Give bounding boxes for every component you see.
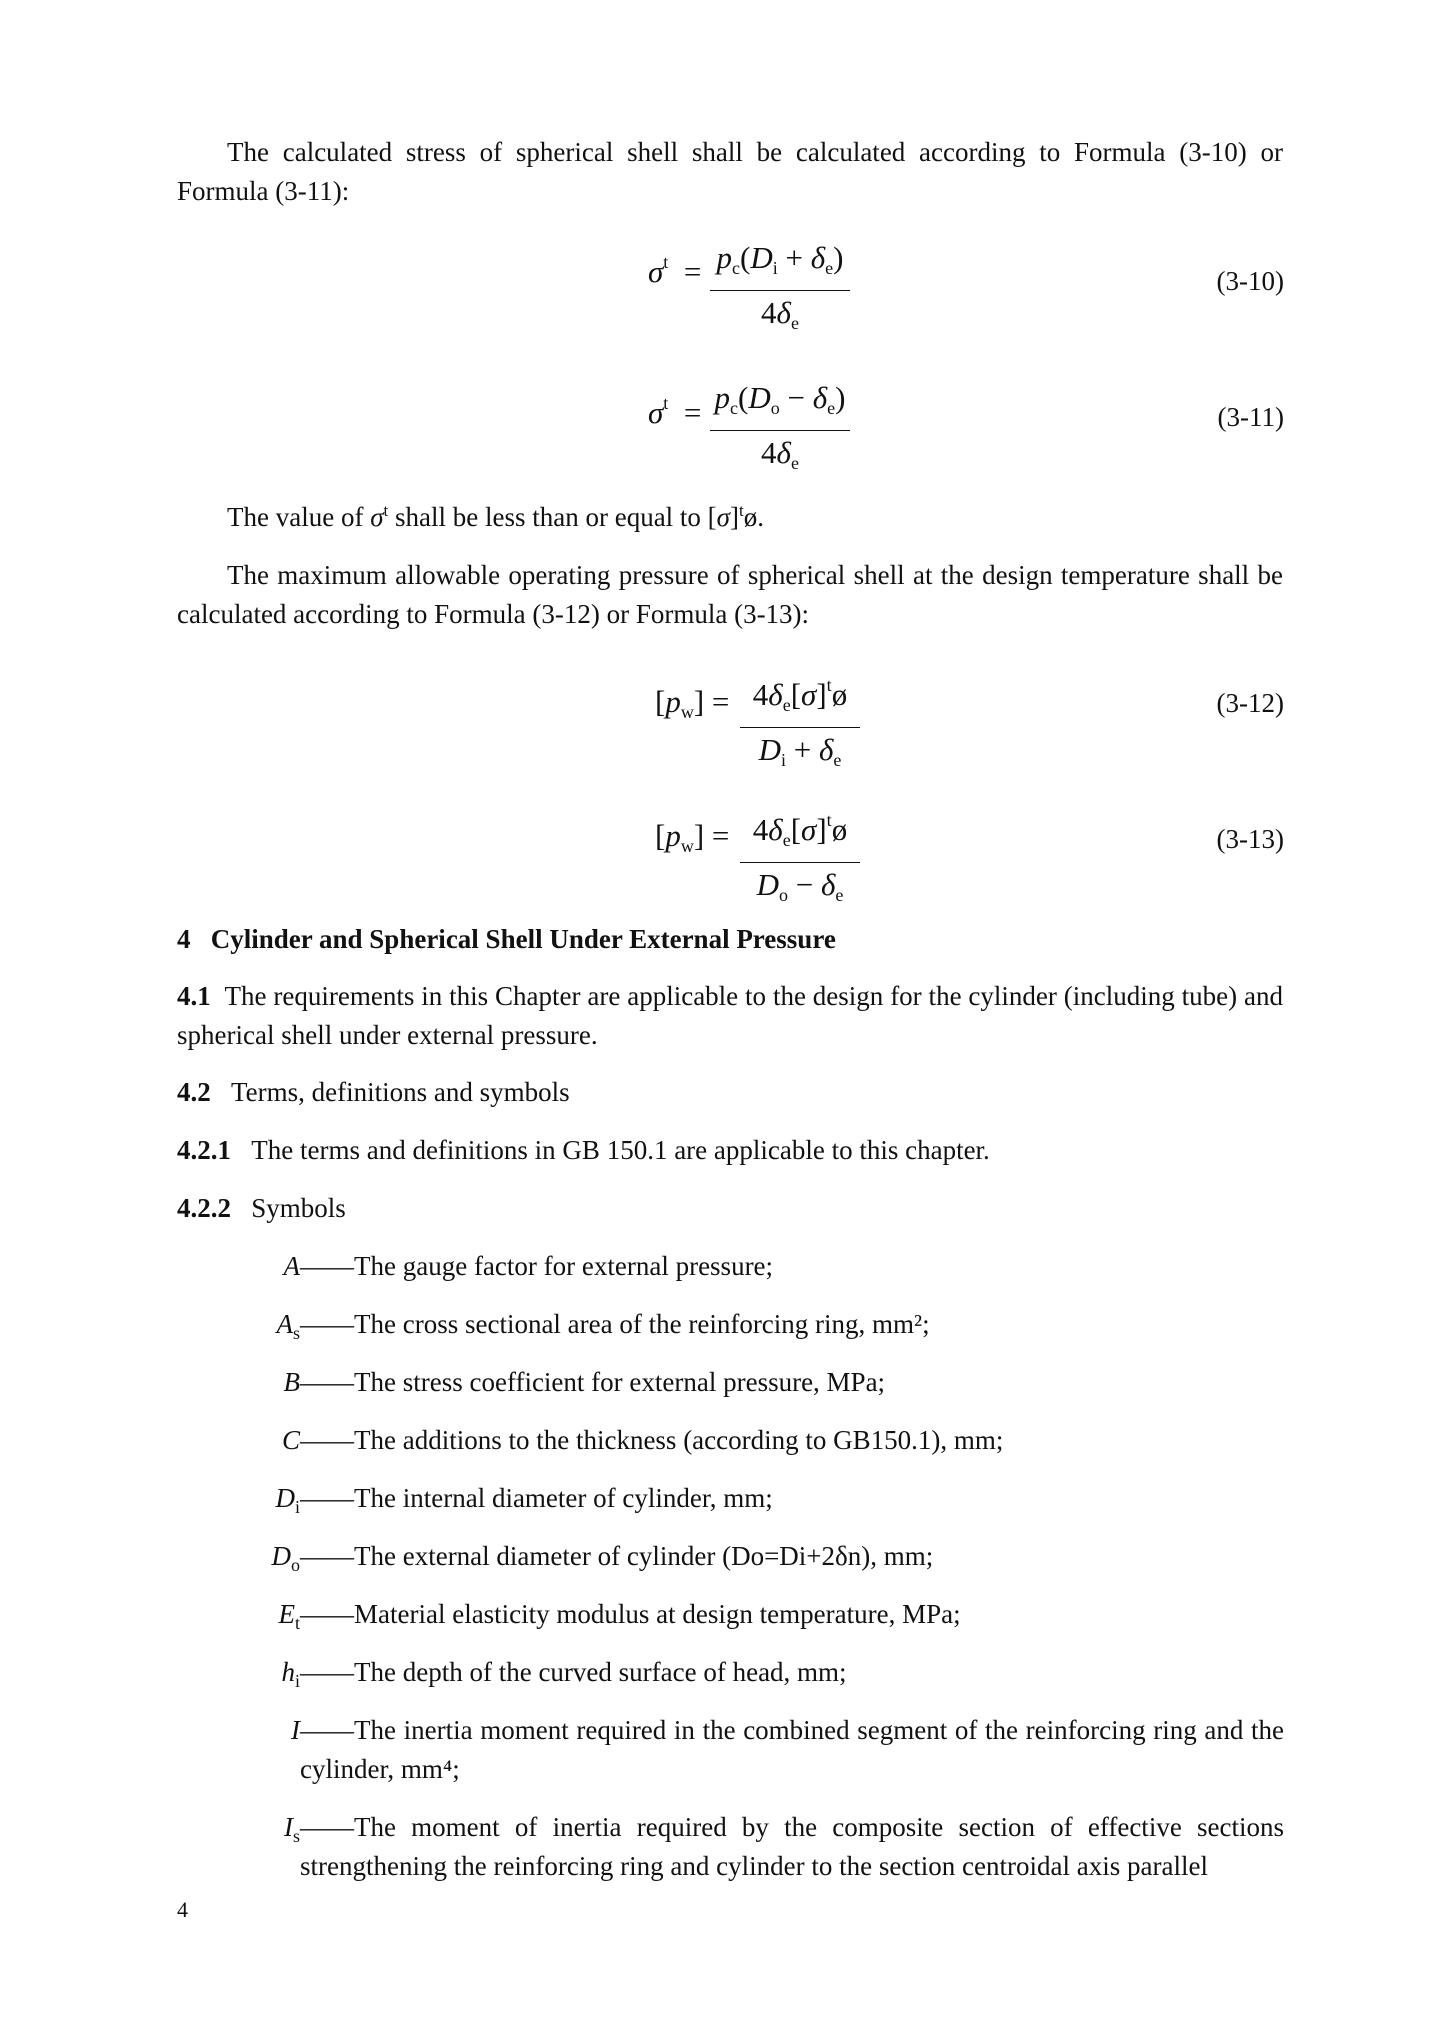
symbol-term: C [281, 1425, 300, 1455]
stress-condition-text: The value of $\sigma^t$ shall be less than or equal to $[\sigma]^tø$. [227, 501, 764, 532]
section-4-1-number: 4.1 [177, 981, 211, 1011]
section-4-title: Cylinder and Spherical Shell Under External Pressure [210, 924, 836, 954]
symbol-term: $D_i$ [275, 1483, 300, 1517]
section-4-2 [177, 1073, 570, 1112]
formula-3-12-lhs: $[p_w]$ = [655, 684, 730, 722]
section-4-number: 4 [177, 924, 191, 954]
section-4-2-1 [177, 1131, 990, 1170]
formula-3-11-lhs: $\sigma^t$ = [648, 393, 702, 430]
formula-3-10-fraction [710, 238, 850, 343]
symbol-term: $I_s$ [283, 1812, 300, 1846]
symbol-term: $D_o$ [271, 1541, 300, 1575]
section-4-heading [177, 920, 836, 959]
symbol-description: ——The internal diameter of cylinder, mm; [300, 1483, 773, 1513]
symbol-term: I [291, 1715, 300, 1745]
formula-3-11-fraction [710, 378, 850, 483]
formula-3-11-number: (3-11) [1217, 402, 1284, 432]
formula-3-11-numerator: $p_c(D_o - \delta_e)$ [714, 380, 846, 418]
symbol-description: ——The stress coefficient for external pressure, MPa; [300, 1367, 886, 1397]
symbol-description: ——The cross sectional area of the reinforcing ring, mm²; [300, 1309, 930, 1339]
formula-3-12-numerator: $4\delta_e[\sigma]^tø$ [752, 675, 848, 715]
section-4-2-1-number: 4.2.1 [177, 1135, 231, 1165]
formula-3-10-lhs: $\sigma^t$ = [648, 252, 702, 289]
formula-3-12-fraction [740, 665, 860, 780]
symbol-description: ——The moment of inertia required by the composite section of effective sections strengthening the reinforcing ring and cylinder to the section centroidal axis parallel [300, 1812, 1284, 1881]
symbol-description: ——The additions to the thickness (according to GB150.1), mm; [300, 1425, 1004, 1455]
symbol-term: $h_i$ [281, 1657, 300, 1691]
formula-3-12-denominator: $D_i + \delta_e$ [758, 732, 842, 770]
symbol-description: ——The inertia moment required in the combined segment of the reinforcing ring and the cylinder, mm⁴; [300, 1715, 1284, 1784]
intro-paragraph: The calculated stress of spherical shell shall be calculated according to Formula (3-10) or Formula (3-11): [177, 137, 1283, 206]
section-4-2-2-number: 4.2.2 [177, 1193, 231, 1223]
max-pressure-paragraph: The maximum allowable operating pressure of spherical shell at the design temperature shall be calculated according to Formula (3-12) or Formula (3-13): [177, 560, 1283, 629]
formula-3-12-number: (3-12) [1216, 688, 1284, 718]
section-4-1-text: The requirements in this Chapter are applicable to the design for the cylinder (including tube) and spherical shell under external pressure. [177, 981, 1284, 1050]
formula-3-10-numerator: $p_c(D_i + \delta_e)$ [716, 240, 844, 278]
formula-3-13-fraction [740, 800, 860, 915]
symbol-term: A [283, 1251, 300, 1281]
page-number: 4 [177, 1897, 188, 1922]
section-4-2-number: 4.2 [177, 1077, 211, 1107]
symbol-description: ——Material elasticity modulus at design temperature, MPa; [300, 1599, 961, 1629]
formula-3-10-number: (3-10) [1216, 266, 1284, 296]
symbol-term: B [283, 1367, 300, 1397]
section-4-2-2-text: Symbols [251, 1193, 346, 1223]
formula-3-13-number: (3-13) [1216, 824, 1284, 854]
symbol-description: ——The gauge factor for external pressure; [300, 1251, 774, 1281]
formula-3-13-denominator: $D_o - \delta_e$ [756, 867, 844, 905]
formula-3-13-lhs: $[p_w]$ = [655, 818, 730, 856]
symbol-description: ——The external diameter of cylinder (Do=Di+2δn), mm; [300, 1541, 934, 1571]
section-4-1 [177, 977, 1283, 1055]
symbol-term: $E_t$ [278, 1599, 300, 1633]
formula-3-11-denominator: $4\delta_e$ [761, 435, 799, 473]
symbol-description: ——The depth of the curved surface of head, mm; [300, 1657, 847, 1687]
symbol-term: $A_s$ [276, 1309, 300, 1343]
section-4-2-1-text: The terms and definitions in GB 150.1 are applicable to this chapter. [251, 1135, 990, 1165]
section-4-2-2 [177, 1189, 346, 1228]
formula-3-13-numerator: $4\delta_e[\sigma]^tø$ [752, 810, 848, 850]
section-4-2-text: Terms, definitions and symbols [231, 1077, 570, 1107]
formula-3-10-denominator: $4\delta_e$ [761, 295, 799, 333]
